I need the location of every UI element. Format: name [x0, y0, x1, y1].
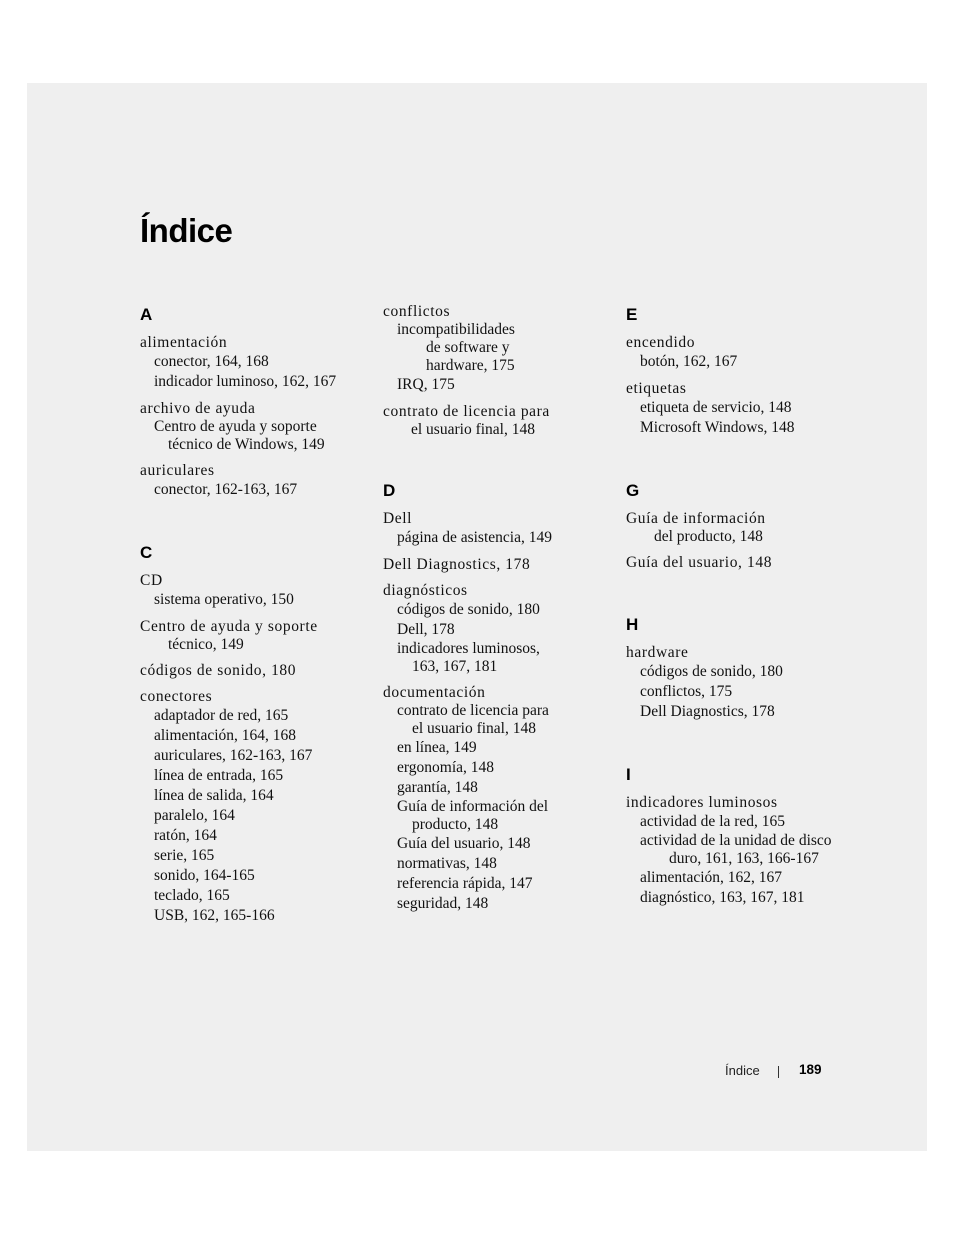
entry-diagnosticos: diagnósticos [383, 582, 468, 599]
entry-auriculares: auriculares [140, 462, 215, 479]
entry-indicadores-luminosos: indicadores luminosos [626, 794, 778, 811]
subentry: Guía de información del [397, 798, 549, 815]
subentry: USB, 162, 165-166 [154, 907, 275, 924]
subentry: garantía, 148 [397, 779, 478, 796]
entry-conflictos: conflictos [383, 303, 451, 320]
subentry: actividad de la red, 165 [640, 813, 786, 830]
subentry: diagnóstico, 163, 167, 181 [640, 889, 805, 906]
section-letter-h: H [626, 615, 639, 634]
subentry: en línea, 149 [397, 739, 477, 756]
subentry: indicadores luminosos, [397, 640, 540, 657]
entry-conectores: conectores [140, 688, 213, 705]
subentry: ratón, 164 [154, 827, 217, 844]
section-letter-c: C [140, 543, 153, 562]
subentry: sistema operativo, 150 [154, 591, 294, 608]
section-letter-e: E [626, 305, 638, 324]
subentry: paralelo, 164 [154, 807, 235, 824]
subentry: auriculares, 162-163, 167 [154, 747, 313, 764]
subentry: códigos de sonido, 180 [640, 663, 783, 680]
footer-divider [778, 1066, 779, 1078]
subentry: Dell, 178 [397, 621, 455, 638]
subentry: códigos de sonido, 180 [397, 601, 540, 618]
index-column-3 [626, 300, 856, 908]
subentry: línea de entrada, 165 [154, 767, 284, 784]
subentry: botón, 162, 167 [640, 353, 738, 370]
entry-cd: CD [140, 572, 163, 589]
entry-archivo-de-ayuda: archivo de ayuda [140, 400, 256, 417]
entry-hardware: hardware [626, 644, 689, 661]
entry-alimentacion: alimentación [140, 334, 228, 351]
subentry-continuation: producto, 148 [412, 816, 499, 833]
entry-codigos-de-sonido: códigos de sonido, 180 [140, 662, 297, 679]
entry-documentacion: documentación [383, 684, 486, 701]
entry-continuation: técnico, 149 [168, 636, 244, 653]
subentry: normativas, 148 [397, 855, 497, 872]
entry-etiquetas: etiquetas [626, 380, 687, 397]
subentry: adaptador de red, 165 [154, 707, 289, 724]
subentry: sonido, 164-165 [154, 867, 255, 884]
section-letter-g: G [626, 481, 640, 500]
entry-guia-de-informacion: Guía de información [626, 510, 766, 527]
subentry-continuation: 163, 167, 181 [412, 658, 498, 675]
subentry: contrato de licencia para [397, 702, 549, 719]
subentry: Centro de ayuda y soporte [154, 418, 317, 435]
subentry: Dell Diagnostics, 178 [640, 703, 775, 720]
section-letter-a: A [140, 305, 153, 324]
subentry: conflictos, 175 [640, 683, 733, 700]
index-column-2 [383, 295, 613, 914]
subentry-continuation: hardware, 175 [426, 357, 515, 374]
entry-encendido: encendido [626, 334, 696, 351]
subentry: página de asistencia, 149 [397, 529, 552, 546]
section-letter-d: D [383, 481, 396, 500]
subentry-continuation: de software y [426, 339, 510, 356]
subentry: teclado, 165 [154, 887, 230, 904]
entry-dell: Dell [383, 510, 413, 527]
page-title: Índice [140, 212, 233, 249]
subentry: Guía del usuario, 148 [397, 835, 531, 852]
subentry: línea de salida, 164 [154, 787, 274, 804]
page-number: 189 [799, 1062, 822, 1077]
subentry: conector, 164, 168 [154, 353, 269, 370]
footer-section-label: Índice [725, 1063, 760, 1078]
entry-centro-de-ayuda: Centro de ayuda y soporte [140, 618, 318, 635]
section-letter-i: I [626, 765, 631, 784]
subentry: incompatibilidades [397, 321, 515, 338]
subentry: seguridad, 148 [397, 895, 489, 912]
subentry: ergonomía, 148 [397, 759, 495, 776]
entry-contrato: contrato de licencia para [383, 403, 550, 420]
subentry: referencia rápida, 147 [397, 875, 533, 892]
subentry-continuation: técnico de Windows, 149 [168, 436, 325, 453]
subentry: alimentación, 162, 167 [640, 869, 783, 886]
entry-guia-del-usuario: Guía del usuario, 148 [626, 554, 773, 571]
entry-continuation: del producto, 148 [654, 528, 763, 545]
subentry: actividad de la unidad de disco [640, 832, 832, 849]
subentry: indicador luminoso, 162, 167 [154, 373, 337, 390]
subentry: IRQ, 175 [397, 376, 455, 393]
subentry: Microsoft Windows, 148 [640, 419, 795, 436]
subentry-continuation: duro, 161, 163, 166-167 [669, 850, 819, 867]
subentry: conector, 162-163, 167 [154, 481, 298, 498]
subentry-continuation: el usuario final, 148 [412, 720, 536, 737]
index-column-1 [140, 300, 370, 926]
subentry: etiqueta de servicio, 148 [640, 399, 792, 416]
subentry: serie, 165 [154, 847, 215, 864]
entry-continuation: el usuario final, 148 [411, 421, 535, 438]
subentry: alimentación, 164, 168 [154, 727, 297, 744]
entry-dell-diagnostics: Dell Diagnostics, 178 [383, 556, 531, 573]
